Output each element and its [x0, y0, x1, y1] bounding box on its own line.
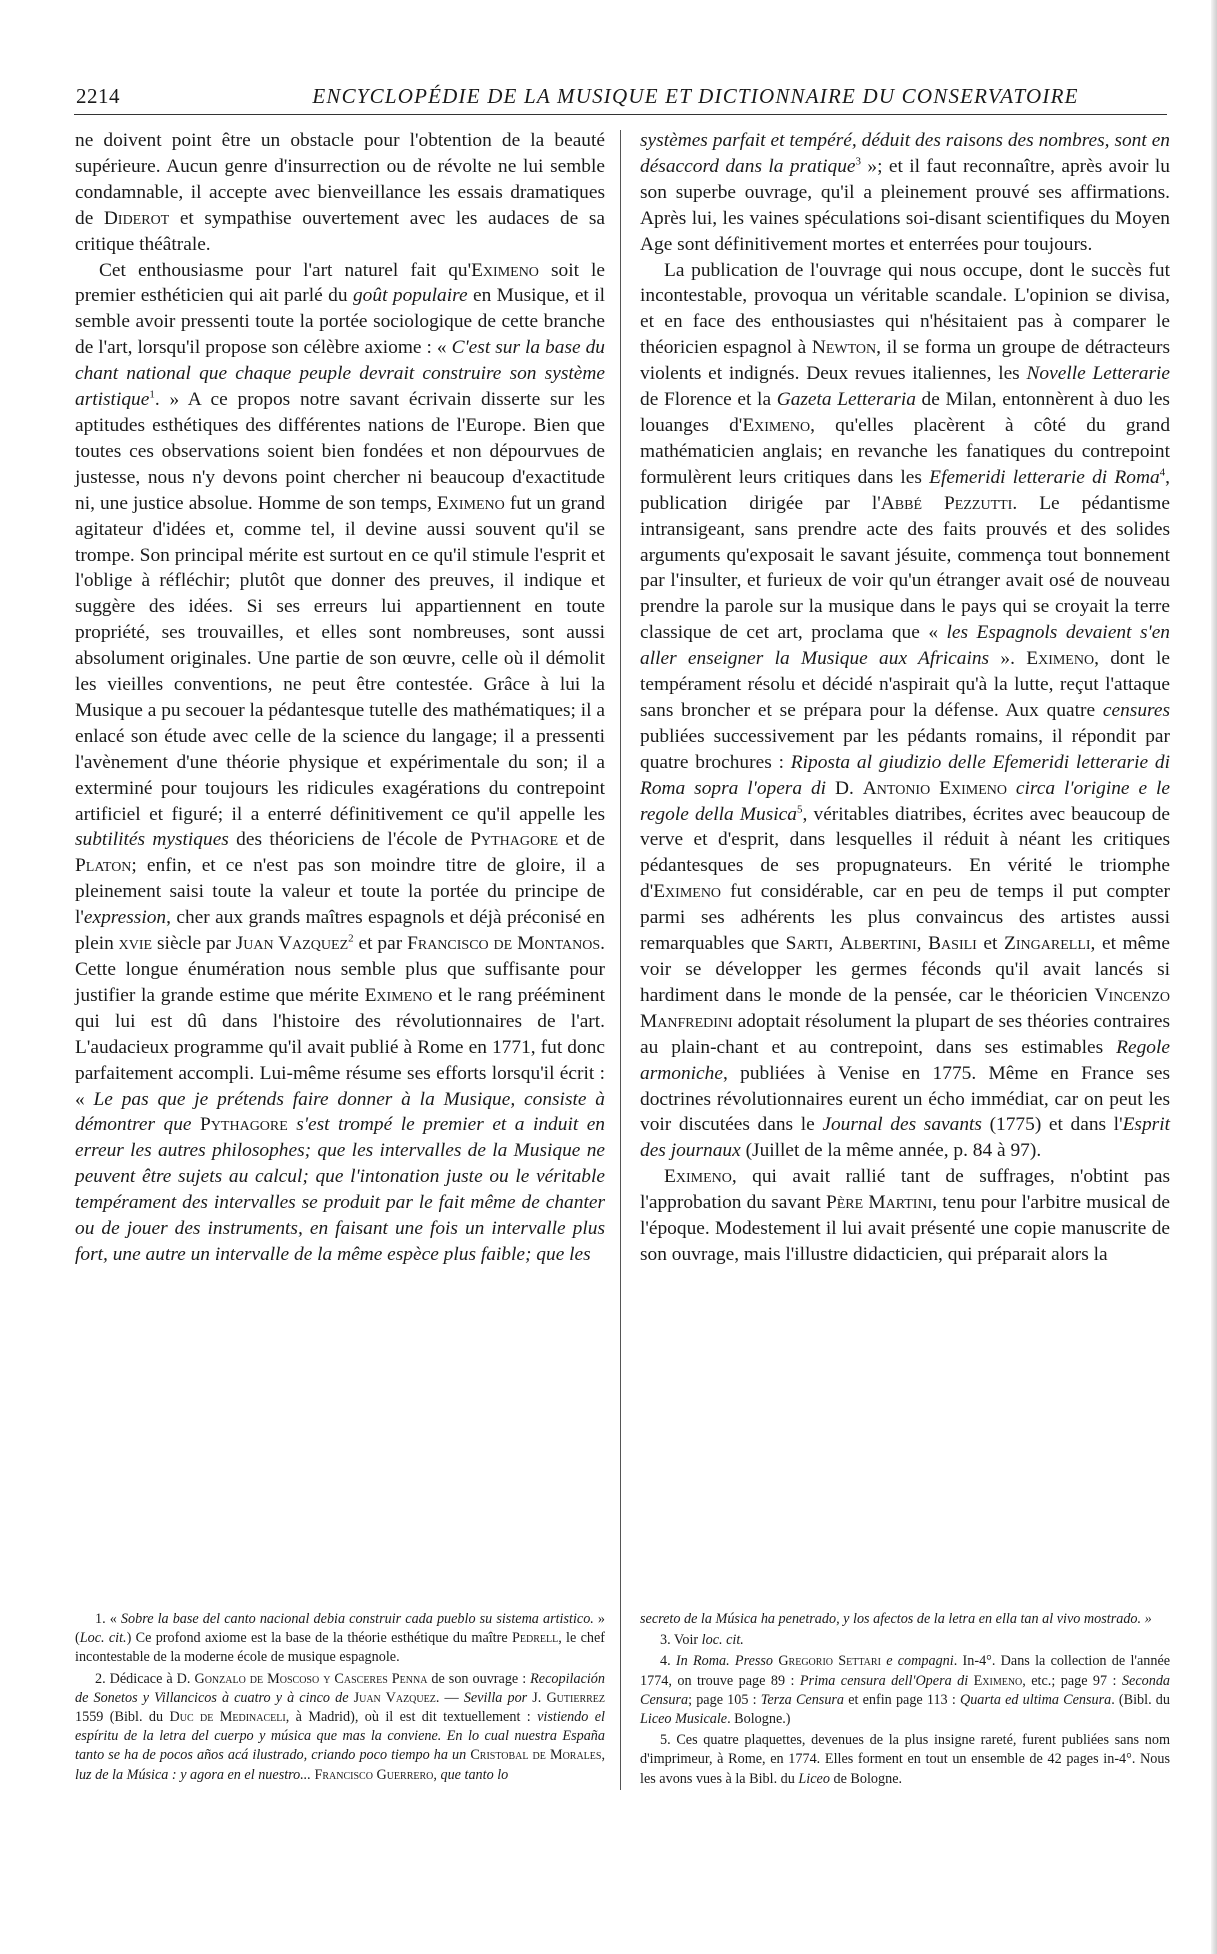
- footnote-2-continued: secreto de la Música ha penetrado, y los afectos de la letra en ella tan al vivo mostrado. »: [640, 1611, 1152, 1627]
- page-edge-shadow: [1211, 0, 1217, 1954]
- footnote-2: 2. Dédicace à D. Gonzalo de Moscoso y Casceres Penna de son ouvrage : Recopilación de Sonetos y Villancicos à cuatro y à cinco de Juan Vazquez. — Sevilla por J. Gutierrez 1559 (Bibl. du Duc de Medinaceli, à Madrid), où il est dit textuellement : vistiendo el espíritu de la letra del cuerpo y música que mas la conviene. En lo cual nuestra España tanto se ha de pocos años acá ilustrado, criando poco tiempo ha un Cristobal de Morales, luz de la Música : y agora en el nuestro... Francisco Guerrero, que tanto lo: [75, 1670, 606, 1783]
- paragraph: ne doivent point être un obstacle pour l'obtention de la beauté supérieure. Aucun genre d'insurrection ou de révolte ne lui semble condamnable, il accepte avec bienveillance les essais dramatiques de Diderot et sympathise ouvertement avec les audaces de sa critique théâtrale.: [75, 130, 606, 255]
- right-column: [640, 128, 1170, 1268]
- footnote-ref: 1: [149, 388, 155, 401]
- paragraph: Eximeno, qui avait rallié tant de suffrages, n'obtint pas l'approbation du savant Père Martini, tenu pour l'arbitre musical de l'époque. Modestement il lui avait présenté une copie manuscrite de son ouvrage, mais l'illustre didacticien, qui préparait alors la: [640, 1166, 1170, 1265]
- running-title: ENCYCLOPÉDIE DE LA MUSIQUE ET DICTIONNAIRE DU CONSERVATOIRE: [312, 84, 1079, 108]
- footnote-3: 3. Voir loc. cit.: [660, 1632, 744, 1649]
- footnote-4: 4. In Roma. Presso Gregorio Settari e compagni. In-4°. Dans la collection de l'année 1774, on trouve page 89 : Prima censura dell'Opera di Eximeno, etc.; page 97 : Seconda Censura; page 105 : Terza Censura et enfin page 113 : Quarta ed ultima Censura. (Bibl. du Liceo Musicale. Bologne.): [640, 1653, 1171, 1728]
- column-divider: [620, 130, 621, 1790]
- paragraph: Cet enthousiasme pour l'art naturel fait qu'Eximeno soit le premier esthéticien qui ait parlé du goût populaire en Musique, et il semble avoir pressenti toute la portée sociologique de cette branche de l'art, lorsqu'il propose son célèbre axiome : « C'est sur la base du chant national que chaque peuple devrait construire son système artistique$^1$. » A ce propos notre savant écrivain disserte sur les aptitudes esthétiques des différentes nations de l'Europe. Bien que toutes ces observations soient bien fondées et non dépourvues de justesse, nous n'y devons point chercher ni beaucoup d'exactitude ni, une justice absolue. Homme de son temps, Eximeno fut un grand agitateur d'idées et, comme tel, il devine aussi souvent qu'il se trompe. Son principal mérite est surtout en ce qu'il stimule l'esprit et l'oblige à réfléchir; plutôt que donner des preuves, il indique et suggère des idées. Si ses erreurs lui appartiennent en toute propriété, ses trouvailles, et elles sont nombreuses, sont aussi absolument originales. Une partie de son œuvre, celle où il démolit les vieilles conventions, ne peut être contestée. Grâce à lui la Musique a pu secouer la pédantesque tutelle des mathématiques; il a enlacé son étude avec celle de la science du langage; il a pressenti l'avènement d'une théorie physique et expérimentale du son; il a exterminé pour toujours les ridicules exagérations du contrepoint artificiel et figuré; il a enterré définitivement ce qu'il appelle les subtilités mystiques des théoriciens de l'école de Pythagore et de Platon; enfin, et ce n'est pas son moindre titre de gloire, il a pleinement saisi toute la valeur et toute la portée du principe de l'expression, cher aux grands maîtres espagnols et déjà préconisé en plein xvie siècle par Juan Vazquez$^2$ et par Francisco de Montanos. Cette longue énumération nous semble plus que suffisante pour justifier la grande estime que mérite Eximeno et le rang prééminent qui lui est dû dans l'histoire des révolutionnaires de l'art. L'audacieux programme qu'il avait publié à Rome en 1771, fut donc parfaitement accompli. Lui-même résume ses efforts lorsqu'il écrit : « Le pas que je prétends faire donner à la Musique, consiste à démontrer que Pythagore s'est trompé le premier et a induit en erreur les autres philosophes; que les intervalles de la Musique ne peuvent être sujets au calcul; que l'intonation juste ou le véritable tempérament des intervalles se produit par le fait même de chanter ou de jouer des instruments, en faisant une fois un intervalle plus fort, une autre un intervalle de la même espèce plus faible; que les: [75, 259, 606, 1265]
- footnote-1: 1. « Sobre la base del canto nacional debia construir cada pueblo su sistema artistico. » (Loc. cit.) Ce profond axiome est la base de la théorie esthétique du maître Pedrell, le chef incontestable de la moderne école de musique espagnole.: [75, 1611, 606, 1666]
- footnote-ref: 2: [348, 932, 354, 945]
- page-header: [74, 80, 1167, 115]
- footnotes-left: [75, 1610, 605, 1787]
- paragraph: systèmes parfait et tempéré, déduit des raisons des nombres, sont en désaccord dans la pratique$^3$ »; et il faut reconnaître, après avoir lu son superbe ouvrage, qu'il a pleinement prouvé ses affirmations. Après lui, les vaines spéculations soi-disant scientifiques du Moyen Age sont définitivement mortes et enterrées pour toujours.: [640, 130, 1170, 255]
- footnote-ref: 5: [797, 803, 803, 816]
- paragraph: La publication de l'ouvrage qui nous occupe, dont le succès fut incontestable, provoqua un véritable scandale. L'opinion se divisa, et en face des enthousiastes qui n'hésitaient pas à comparer le théoricien espagnol à Newton, il se forma un groupe de détracteurs violents et indignés. Deux revues italiennes, les Novelle Letterarie de Florence et la Gazeta Letteraria de Milan, entonnèrent à duo les louanges d'Eximeno, qu'elles placèrent à côté du grand mathématicien anglais; en revanche les fanatiques du contrepoint formulèrent leurs critiques dans les Efemeridi letterarie di Roma$^4$, publication dirigée par l'Abbé Pezzutti. Le pédantisme intransigeant, sans prendre acte des faits prouvés et des solides arguments qu'exposait le savant jésuite, commença tout bonnement par l'insulter, et furieux de voir qu'un étranger avait osé de nouveau prendre la parole sur la musique dans le pays qui se croyait la terre classique de cet art, proclama que « les Espagnols devaient s'en aller enseigner la Musique aux Africains ». Eximeno, dont le tempérament résolu et décidé n'aspirait qu'à la lutte, reçut l'attaque sans broncher et se prépara pour la défense. Aux quatre censures publiées successivement par les pédants romains, il répondit par quatre brochures : Riposta al giudizio delle Efemeridi letterarie di Roma sopra l'opera di D. Antonio Eximeno circa l'origine e le regole della Musica$^5$, véritables diatribes, écrites avec beaucoup de verve et d'esprit, dans lesquelles il réduit à néant les critiques pédantesques de ses propugnateurs. En vérité le triomphe d'Eximeno fut considérable, car en peu de temps il put compter parmi ses adhérents les plus convaincus des artistes aussi remarquables que Sarti, Albertini, Basili et Zingarelli, et même voir se développer les germes féconds qu'il avait lancés si hardiment dans le monde de la pensée, car le théoricien Vincenzo Manfredini adoptait résolument la plupart de ses théories contraires au plain-chant et au contrepoint, dans ses estimables Regole armoniche, publiées à Venise en 1775. Même en France ses doctrines révolutionnaires eurent un écho immédiat, car on peut les voir discutées dans le Journal des savants (1775) et dans l'Esprit des journaux (Juillet de la même année, p. 84 à 97).: [640, 259, 1171, 1162]
- footnote-ref: 3: [855, 155, 862, 168]
- left-column: [75, 128, 605, 1268]
- page-number: 2214: [76, 84, 120, 108]
- footnote-5: 5. Ces quatre plaquettes, devenues de la plus insigne rareté, furent publiées sans nom d'imprimeur, à Rome, en 1774. Elles forment en tout un ensemble de 42 pages in-4°. Nous les avons vues à la Bibl. du Liceo de Bologne.: [640, 1732, 1170, 1787]
- footnotes-right: [640, 1610, 1170, 1791]
- footnote-ref: 4: [1159, 466, 1166, 479]
